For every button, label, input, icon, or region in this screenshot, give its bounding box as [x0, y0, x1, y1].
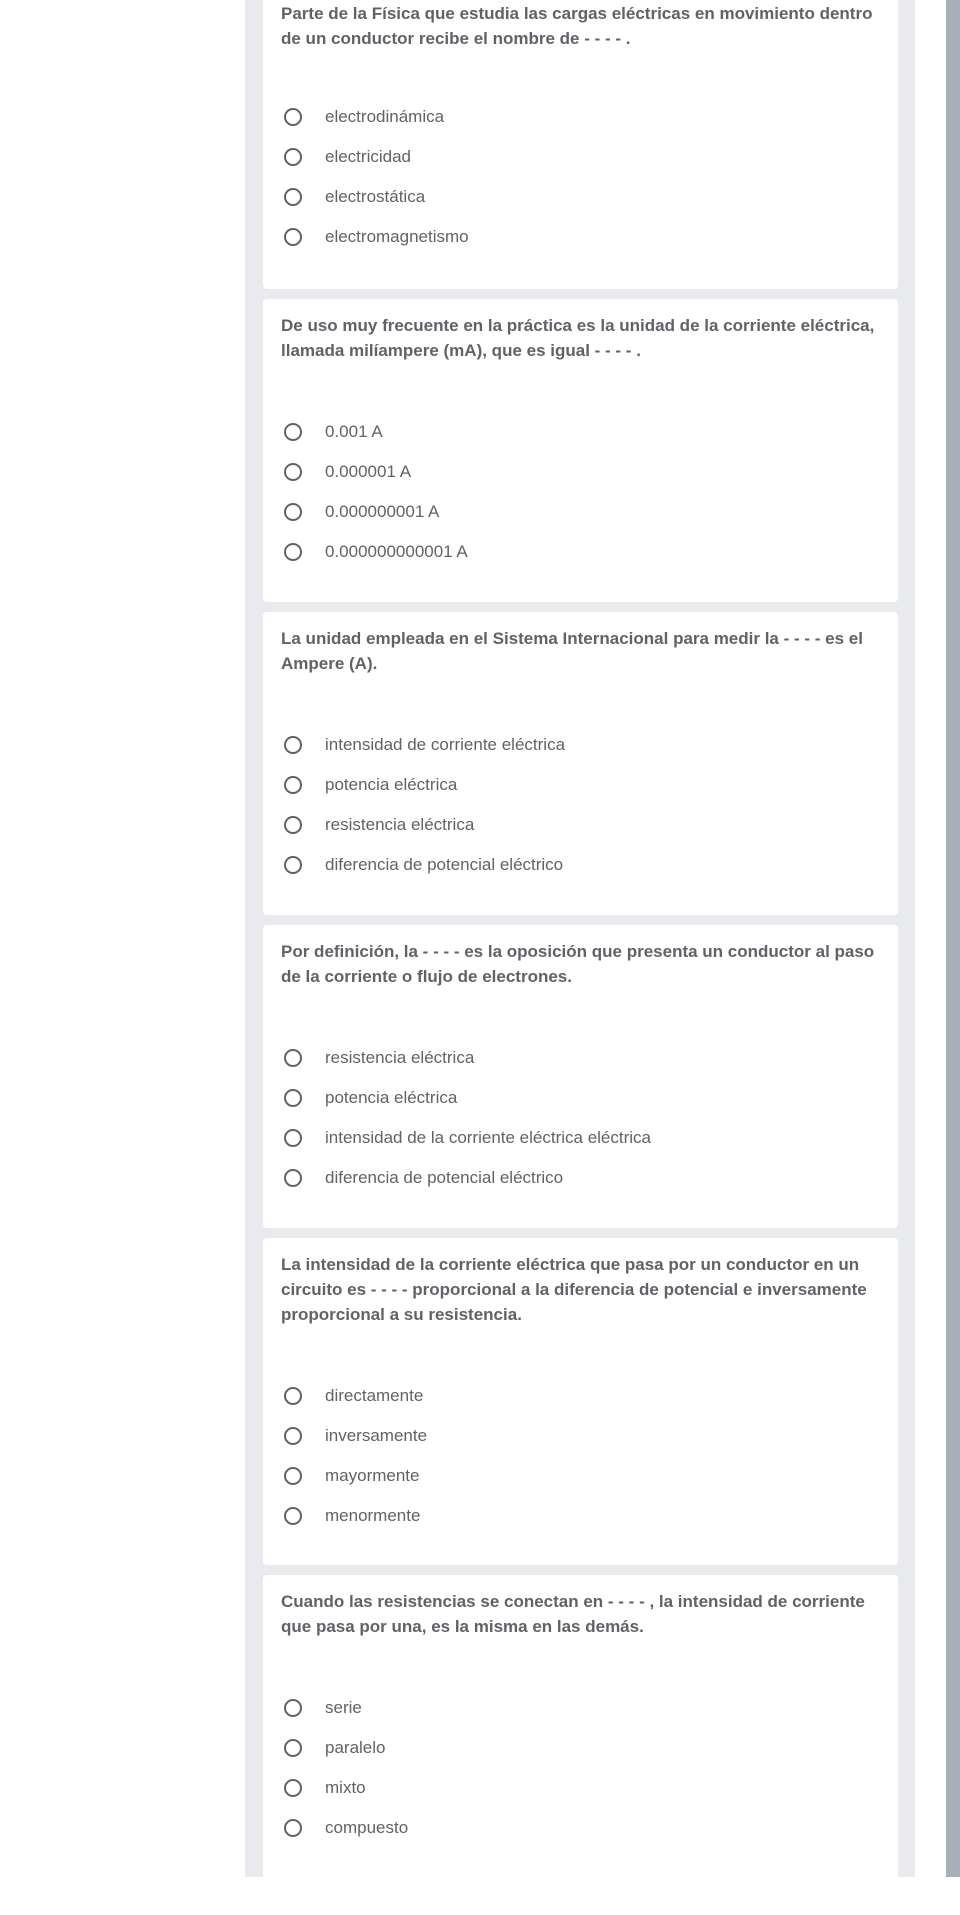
radio-option[interactable] — [281, 1376, 880, 1416]
radio-button[interactable] — [284, 816, 302, 834]
radio-button[interactable] — [284, 503, 302, 521]
option-label: 0.000001 A — [325, 462, 412, 481]
radio-button[interactable] — [284, 463, 302, 481]
option-label: directamente — [325, 1386, 424, 1405]
radio-button[interactable] — [284, 856, 302, 874]
question-text: La intensidad de la corriente eléctrica que pasa por un conductor en un circuito es - - - - proporcional a la diferencia de potencial e inversamente proporcional a su resistencia. — [281, 1255, 867, 1324]
radio-button[interactable] — [284, 423, 302, 441]
options-group — [281, 1376, 880, 1536]
radio-option[interactable] — [281, 1496, 880, 1536]
radio-option[interactable] — [281, 137, 880, 177]
question-card — [263, 299, 898, 602]
option-label: 0.000000000001 A — [325, 542, 468, 561]
option-label: compuesto — [325, 1818, 409, 1837]
option-label: diferencia de potencial eléctrico — [325, 1168, 564, 1187]
radio-option[interactable] — [281, 725, 880, 765]
radio-option[interactable] — [281, 532, 880, 572]
question-text: Por definición, la - - - - es la oposición que presenta un conductor al paso de la corriente o flujo de electrones. — [281, 942, 875, 986]
question-card — [263, 1238, 898, 1565]
question-text: La unidad empleada en el Sistema Internacional para medir la - - - - es el Ampere (A). — [281, 629, 863, 673]
question-text: Cuando las resistencias se conectan en - - - - , la intensidad de corriente que pasa por una, es la misma en las demás. — [281, 1592, 865, 1636]
option-label: resistencia eléctrica — [325, 1048, 475, 1067]
option-label: serie — [325, 1698, 362, 1717]
radio-button[interactable] — [284, 776, 302, 794]
radio-option[interactable] — [281, 1158, 880, 1198]
radio-option[interactable] — [281, 1038, 880, 1078]
radio-option[interactable] — [281, 845, 880, 885]
option-label: mayormente — [325, 1466, 420, 1485]
radio-button[interactable] — [284, 736, 302, 754]
question-card — [263, 612, 898, 915]
scrollbar-thumb[interactable] — [946, 0, 960, 1877]
radio-button[interactable] — [284, 108, 302, 126]
option-label: paralelo — [325, 1738, 386, 1757]
radio-option[interactable] — [281, 412, 880, 452]
radio-option[interactable] — [281, 1078, 880, 1118]
radio-option[interactable] — [281, 492, 880, 532]
options-group — [281, 1038, 880, 1198]
radio-button[interactable] — [284, 1739, 302, 1757]
option-label: intensidad de la corriente eléctrica eléctrica — [325, 1128, 652, 1147]
option-label: electrodinámica — [325, 107, 445, 126]
radio-option[interactable] — [281, 1456, 880, 1496]
options-group — [281, 725, 880, 885]
radio-option[interactable] — [281, 1118, 880, 1158]
scrollbar[interactable] — [946, 0, 960, 1877]
radio-button[interactable] — [284, 148, 302, 166]
radio-option[interactable] — [281, 765, 880, 805]
option-label: electricidad — [325, 147, 411, 166]
radio-option[interactable] — [281, 805, 880, 845]
question-list — [263, 0, 898, 1915]
radio-button[interactable] — [284, 543, 302, 561]
radio-button[interactable] — [284, 188, 302, 206]
radio-button[interactable] — [284, 1699, 302, 1717]
radio-button[interactable] — [284, 1169, 302, 1187]
options-group — [281, 1688, 880, 1848]
radio-button[interactable] — [284, 1049, 302, 1067]
radio-button[interactable] — [284, 1427, 302, 1445]
radio-option[interactable] — [281, 1416, 880, 1456]
radio-button[interactable] — [284, 1129, 302, 1147]
radio-button[interactable] — [284, 1779, 302, 1797]
radio-option[interactable] — [281, 217, 880, 257]
question-card — [263, 925, 898, 1228]
radio-button[interactable] — [284, 228, 302, 246]
radio-button[interactable] — [284, 1387, 302, 1405]
radio-button[interactable] — [284, 1089, 302, 1107]
option-label: 0.000000001 A — [325, 502, 440, 521]
option-label: inversamente — [325, 1426, 428, 1445]
option-label: intensidad de corriente eléctrica — [325, 735, 566, 754]
radio-option[interactable] — [281, 97, 880, 137]
radio-button[interactable] — [284, 1819, 302, 1837]
radio-button[interactable] — [284, 1507, 302, 1525]
radio-option[interactable] — [281, 1688, 880, 1728]
radio-option[interactable] — [281, 1728, 880, 1768]
option-label: menormente — [325, 1506, 421, 1525]
radio-option[interactable] — [281, 177, 880, 217]
radio-button[interactable] — [284, 1467, 302, 1485]
radio-option[interactable] — [281, 1768, 880, 1808]
radio-option[interactable] — [281, 1808, 880, 1848]
option-label: mixto — [325, 1778, 366, 1797]
option-label: diferencia de potencial eléctrico — [325, 855, 564, 874]
options-group — [281, 97, 880, 257]
question-card — [263, 0, 898, 289]
question-card — [263, 1575, 898, 1905]
option-label: electrostática — [325, 187, 426, 206]
option-label: potencia eléctrica — [325, 1088, 458, 1107]
options-group — [281, 412, 880, 572]
question-text: Parte de la Física que estudia las cargas eléctricas en movimiento dentro de un conductor recibe el nombre de - - - - . — [281, 4, 873, 48]
option-label: 0.001 A — [325, 422, 383, 441]
option-label: potencia eléctrica — [325, 775, 458, 794]
question-text: De uso muy frecuente en la práctica es la unidad de la corriente eléctrica, llamada milíampere (mA), que es igual - - - - . — [281, 316, 875, 360]
radio-option[interactable] — [281, 452, 880, 492]
option-label: resistencia eléctrica — [325, 815, 475, 834]
option-label: electromagnetismo — [325, 227, 469, 246]
